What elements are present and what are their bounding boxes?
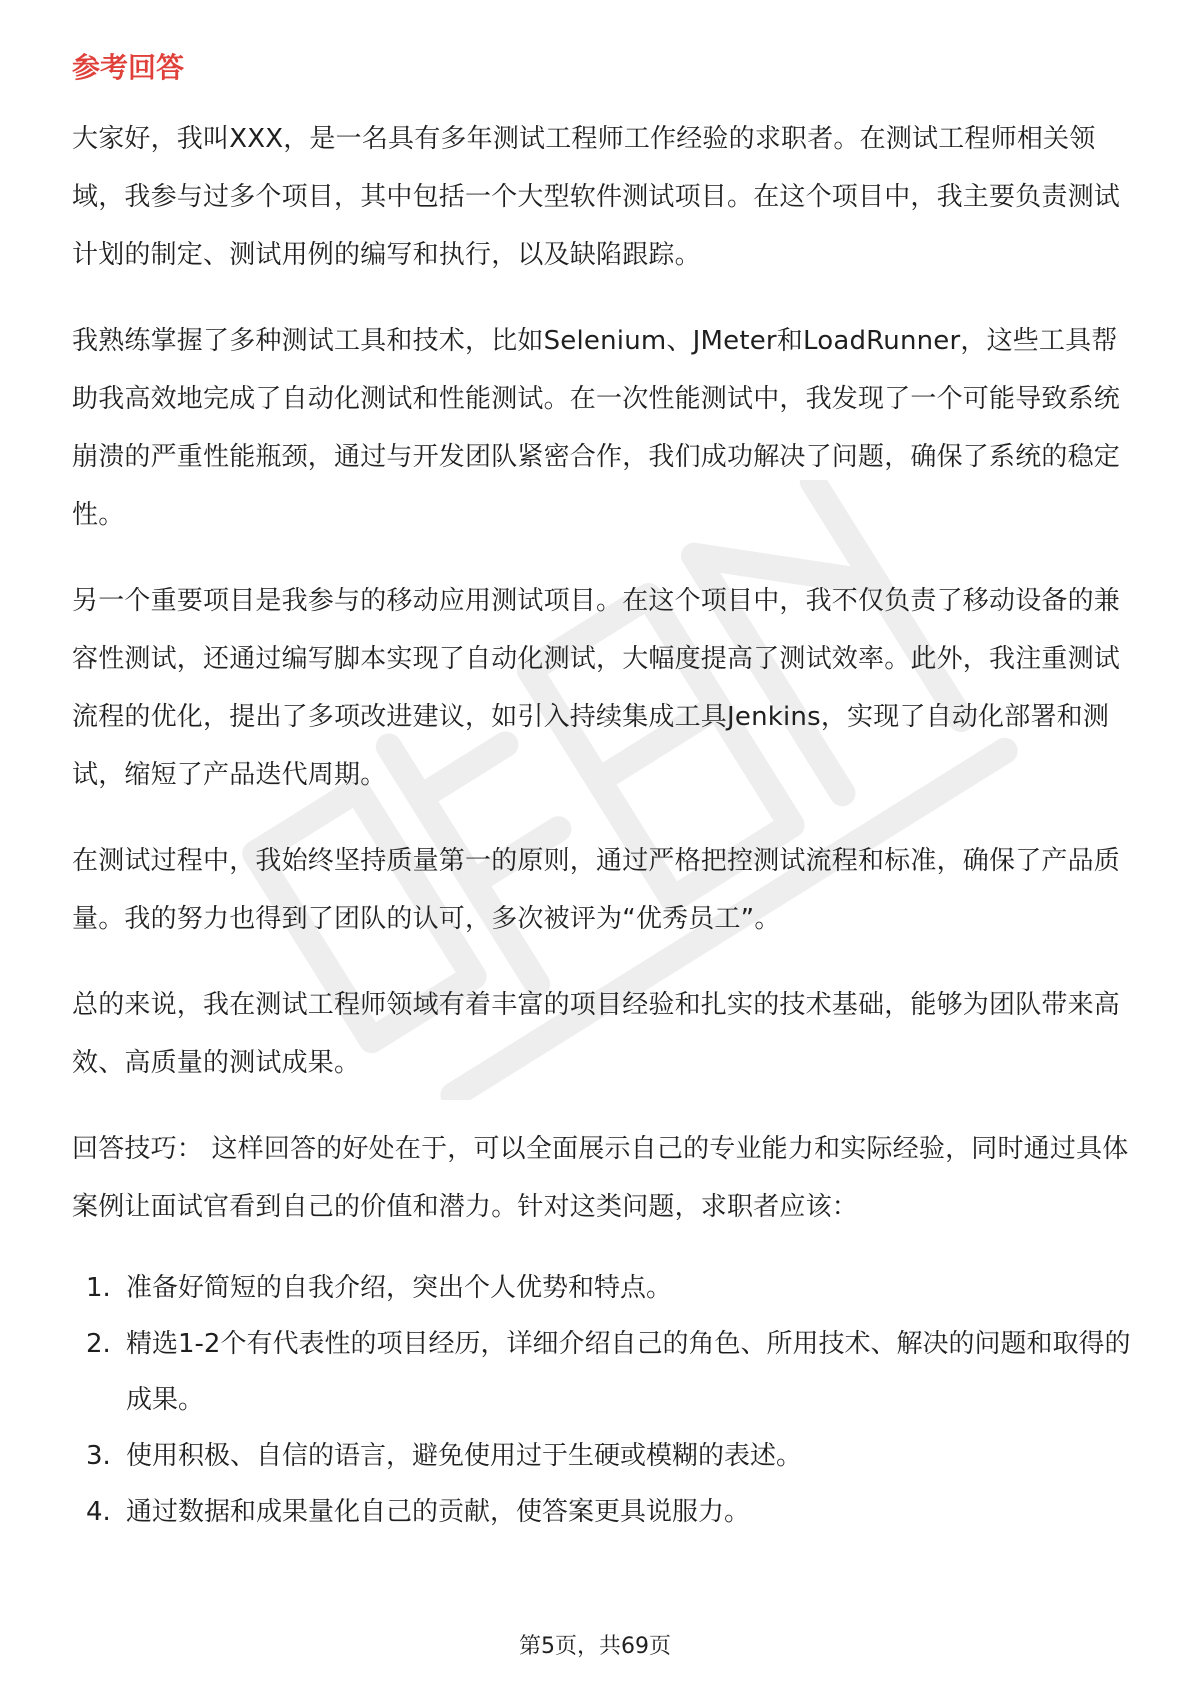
- list-item-text: 通过数据和成果量化自己的贡献，使答案更具说服力。: [126, 1497, 751, 1527]
- document-body: [72, 48, 1132, 1540]
- list-item-text: 准备好简短的自我介绍，突出个人优势和特点。: [126, 1273, 673, 1303]
- answer-paragraph-4: 在测试过程中，我始终坚持质量第一的原则，通过严格把控测试流程和标准，确保了产品质量。我的努力也得到了团队的认可，多次被评为“优秀员工”。: [72, 846, 1121, 934]
- tips-intro-paragraph: 回答技巧： 这样回答的好处在于，可以全面展示自己的专业能力和实际经验，同时通过具体案例让面试官看到自己的价值和潜力。针对这类问题，求职者应该：: [72, 1134, 1129, 1222]
- answer-paragraph-2: 我熟练掌握了多种测试工具和技术，比如Selenium、JMeter和LoadRunner，这些工具帮助我高效地完成了自动化测试和性能测试。在一次性能测试中，我发现了一个可能导致系统崩溃的严重性能瓶颈，通过与开发团队紧密合作，我们成功解决了问题，确保了系统的稳定性。: [72, 326, 1121, 530]
- answer-paragraph-3: 另一个重要项目是我参与的移动应用测试项目。在这个项目中，我不仅负责了移动设备的兼容性测试，还通过编写脚本实现了自动化测试，大幅度提高了测试效率。此外，我注重测试流程的优化，提出了多项改进建议，如引入持续集成工具Jenkins，实现了自动化部署和测试，缩短了产品迭代周期。: [72, 586, 1121, 790]
- list-item: [72, 1484, 1132, 1540]
- list-number: 1.: [86, 1273, 111, 1303]
- list-item-text: 精选1-2个有代表性的项目经历，详细介绍自己的角色、所用技术、解决的问题和取得的成果。: [126, 1329, 1131, 1415]
- list-item: [72, 1260, 1132, 1316]
- tips-list: [72, 1260, 1132, 1540]
- answer-paragraph-1: 大家好，我叫XXX，是一名具有多年测试工程师工作经验的求职者。在测试工程师相关领域，我参与过多个项目，其中包括一个大型软件测试项目。在这个项目中，我主要负责测试计划的制定、测试用例的编写和执行，以及缺陷跟踪。: [72, 124, 1121, 270]
- list-number: 3.: [86, 1441, 111, 1471]
- list-number: 4.: [86, 1497, 111, 1527]
- list-item-text: 使用积极、自信的语言，避免使用过于生硬或模糊的表述。: [126, 1441, 803, 1471]
- section-heading: 参考回答: [72, 51, 185, 84]
- page-number-footer: 第5页，共69页: [519, 1634, 671, 1659]
- list-number: 2.: [86, 1329, 111, 1359]
- answer-paragraph-5: 总的来说，我在测试工程师领域有着丰富的项目经验和扎实的技术基础，能够为团队带来高效、高质量的测试成果。: [72, 990, 1121, 1078]
- list-item: [72, 1428, 1132, 1484]
- list-item: [72, 1316, 1132, 1428]
